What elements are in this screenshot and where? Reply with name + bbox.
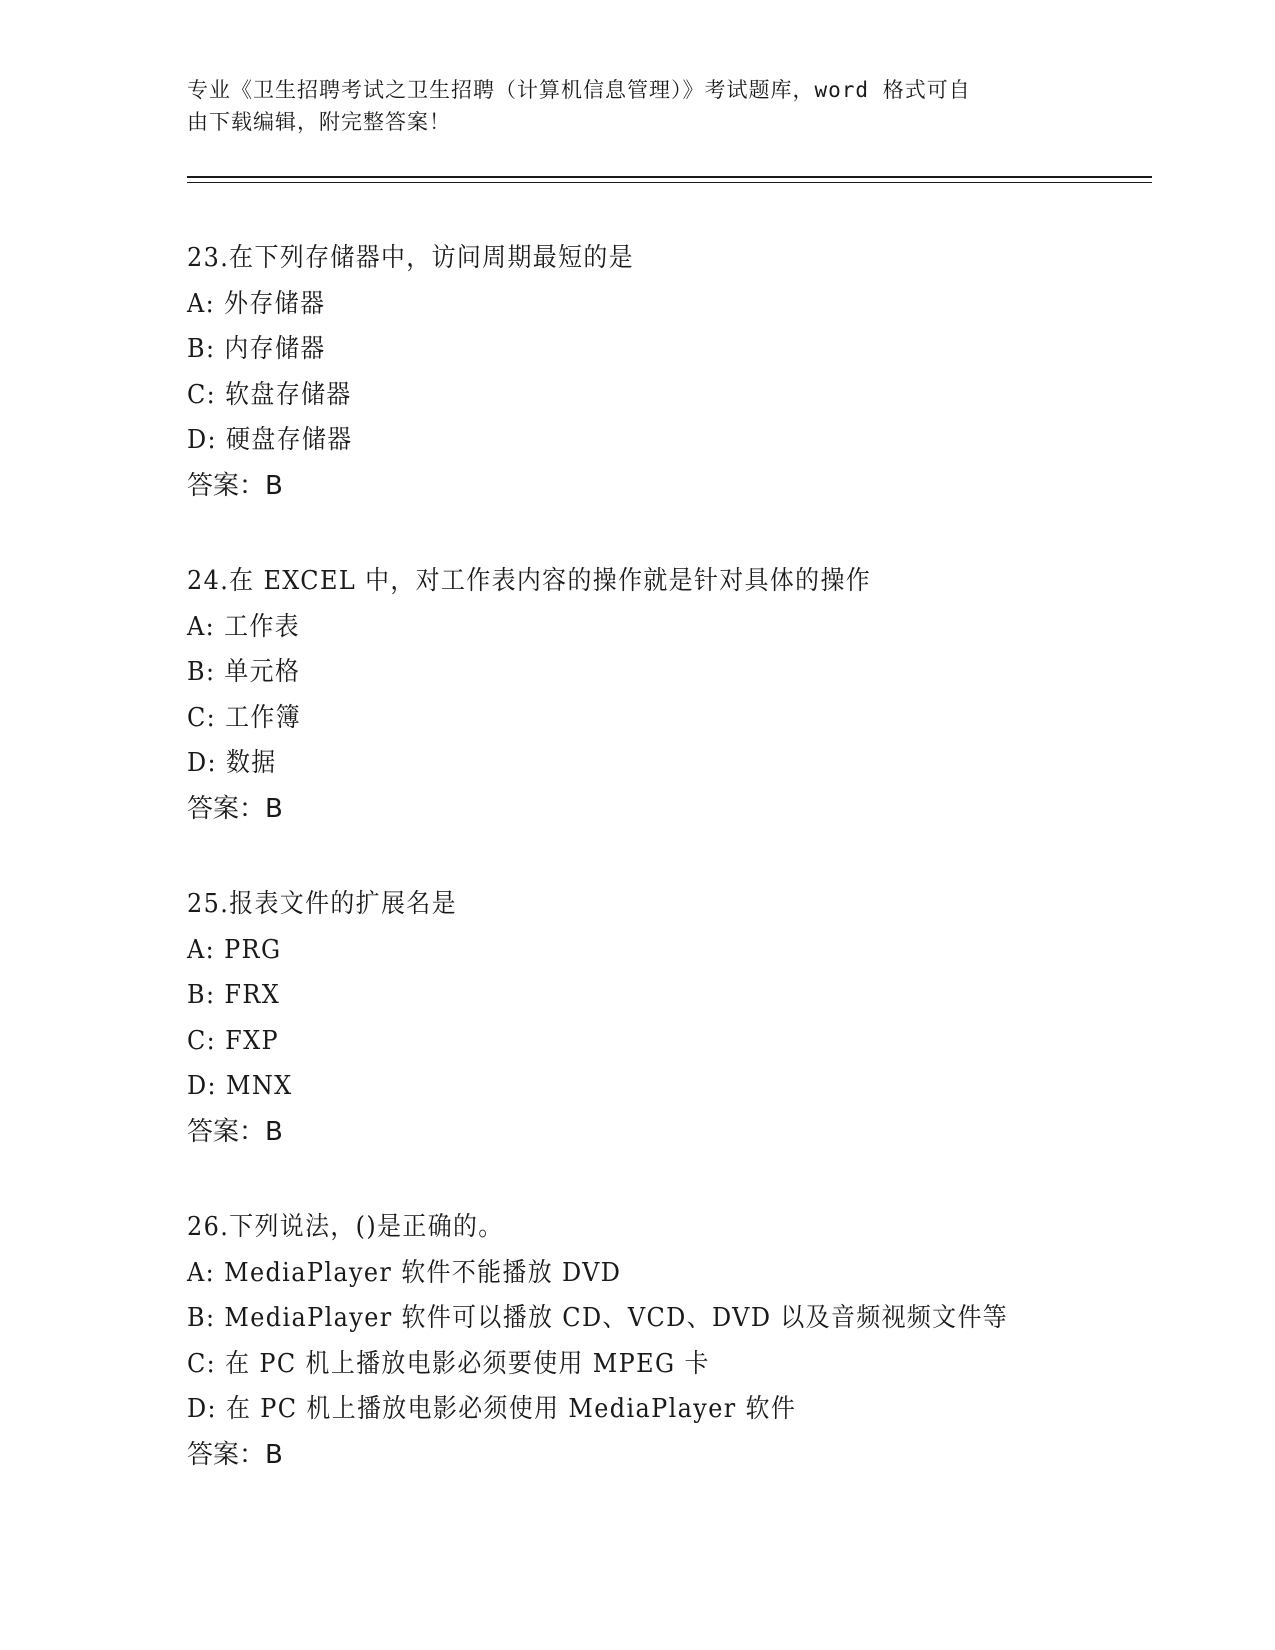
header-line-2: 由下载编辑，附完整答案！	[187, 110, 451, 134]
question-25	[187, 882, 1147, 1155]
header-divider-thick	[187, 176, 1152, 178]
question-23	[187, 236, 1147, 509]
option-a: A: 工作表	[187, 611, 300, 642]
option-c: C: 工作簿	[187, 702, 302, 733]
question-26	[187, 1205, 1147, 1478]
answer-line: 答案：B	[187, 1116, 283, 1147]
option-d: D: 数据	[187, 748, 277, 778]
question-list	[187, 236, 1147, 1478]
option-b: B: MediaPlayer 软件可以播放 CD、VCD、DVD 以及音频视频文件等	[187, 1303, 1009, 1333]
option-a: A: MediaPlayer 软件不能播放 DVD	[187, 1257, 622, 1288]
option-d: D: 在 PC 机上播放电影必须使用 MediaPlayer 软件	[187, 1394, 797, 1424]
option-b: B: 单元格	[187, 657, 301, 687]
option-d: D: 硬盘存储器	[187, 425, 353, 455]
option-a: A: PRG	[187, 934, 282, 965]
answer-line: 答案：B	[187, 470, 283, 501]
header-line-1: 专业《卫生招聘考试之卫生招聘（计算机信息管理）》考试题库，word 格式可自	[187, 78, 971, 102]
option-c: C: 软盘存储器	[187, 379, 352, 410]
header-divider-thin	[187, 182, 1152, 183]
option-c: C: 在 PC 机上播放电影必须要使用 MPEG 卡	[187, 1348, 710, 1379]
option-c: C: FXP	[187, 1025, 279, 1056]
question-stem: 24.在 EXCEL 中，对工作表内容的操作就是针对具体的操作	[187, 566, 872, 596]
option-b: B: 内存储器	[187, 334, 326, 364]
answer-line: 答案：B	[187, 1439, 283, 1470]
document-header	[187, 74, 1087, 138]
question-stem: 26.下列说法，()是正确的。	[187, 1212, 504, 1242]
option-b: B: FRX	[187, 980, 281, 1010]
question-stem: 25.报表文件的扩展名是	[187, 889, 457, 919]
option-a: A: 外存储器	[187, 288, 326, 319]
option-d: D: MNX	[187, 1071, 293, 1101]
question-stem: 23.在下列存储器中，访问周期最短的是	[187, 243, 634, 273]
question-24	[187, 559, 1147, 832]
answer-line: 答案：B	[187, 793, 283, 824]
